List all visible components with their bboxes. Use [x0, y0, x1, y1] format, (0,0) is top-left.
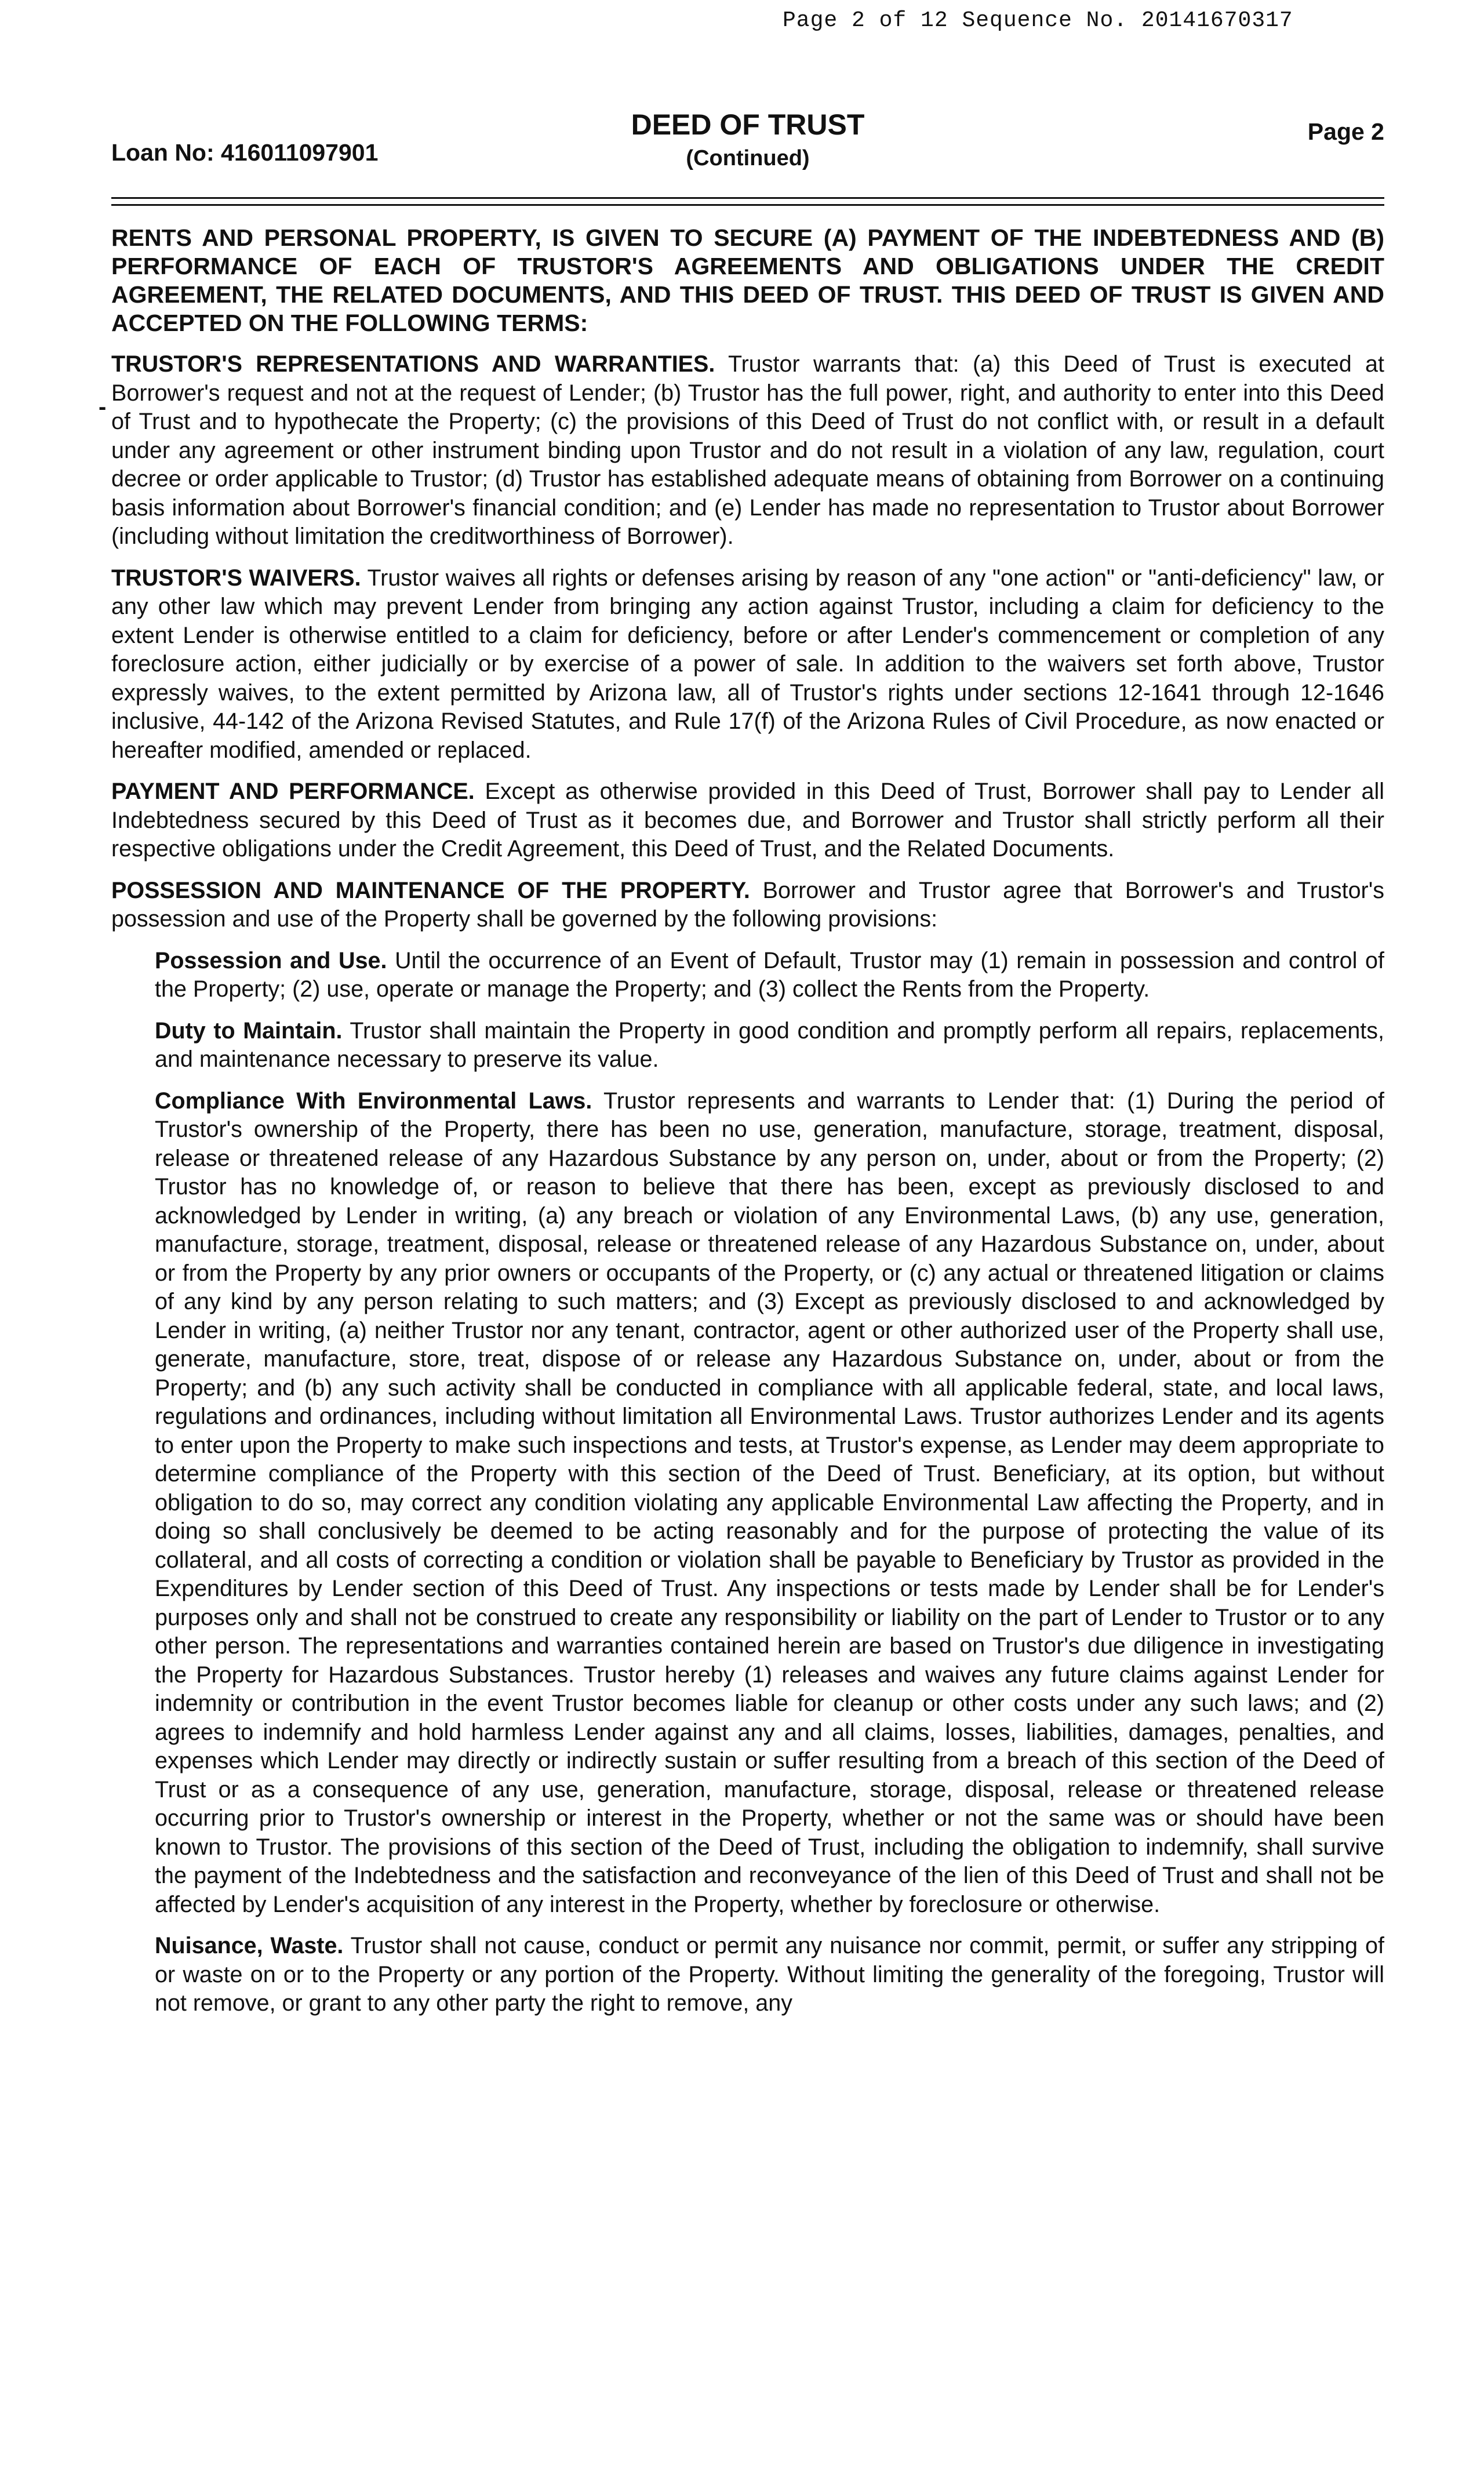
section-heading: PAYMENT AND PERFORMANCE. [111, 779, 475, 804]
intro-paragraph: RENTS AND PERSONAL PROPERTY, IS GIVEN TO SECURE (A) PAYMENT OF THE INDEBTEDNESS AND (B) PERFORMANCE OF EACH OF TRUSTOR'S AGREEMENTS AND OBLIGATIONS UNDER THE CREDIT AGREEMENT, THE RELATED DOCUMENTS, AND THIS DEED OF TRUST. THIS DEED OF TRUST IS GIVEN AND ACCEPTED ON THE FOLLOWING TERMS: [111, 224, 1384, 336]
loan-number: Loan No: 416011097901 [111, 139, 379, 166]
page-label: Page 2 [1307, 118, 1384, 145]
subsection-heading: Nuisance, Waste. [155, 1933, 344, 1958]
subsection-body: Trustor shall not cause, conduct or permit any nuisance nor commit, permit, or suffer any stripping of or waste on or to the Property or any portion of the Property. Without limiting the generality of the foregoing, Trustor will not remove, or grant to any other party the right to remove, any [155, 1933, 1384, 2016]
header-rule-bottom [111, 204, 1384, 206]
document-body [111, 224, 1384, 2031]
section-heading: TRUSTOR'S WAIVERS. [111, 565, 361, 591]
section-body: Trustor waives all rights or defenses arising by reason of any "one action" or "anti-deficiency" law, or any other law which may prevent Lender from bringing any action against Trustor, including a claim for deficiency to the extent Lender is otherwise entitled to a claim for deficiency, before or after Lender's commencement or completion of any foreclosure action, either judicially or by exercise of a power of sale. In addition to the waivers set forth above, Trustor expressly waives, to the extent permitted by Arizona law, all of Trustor's rights under sections 12-1641 through 12-1646 inclusive, 44-142 of the Arizona Revised Statutes, and Rule 17(f) of the Arizona Rules of Civil Procedure, as now enacted or hereafter modified, amended or replaced. [111, 565, 1385, 763]
section-body: Except as otherwise provided in this Deed of Trust, Borrower shall pay to Lender all Indebtedness secured by this Deed of Trust as it becomes due, and Borrower and Trustor shall strictly perform all their respective obligations under the Credit Agreement, this Deed of Trust, and the Related Documents. [111, 779, 1385, 862]
subsection-duty-maintain [155, 1017, 1384, 1074]
document-title-block [568, 108, 928, 172]
section-heading: TRUSTOR'S REPRESENTATIONS AND WARRANTIES. [111, 351, 715, 377]
subsection-possession-use [155, 947, 1384, 1004]
section-possession-maintenance [111, 877, 1384, 934]
section-heading: POSSESSION AND MAINTENANCE OF THE PROPERTY. [111, 877, 750, 903]
section-body: Borrower and Trustor agree that Borrower's and Trustor's possession and use of the Property shall be governed by the following provisions: [111, 877, 1384, 932]
section-body: Trustor warrants that: (a) this Deed of Trust is executed at Borrower's request and not at the request of Lender; (b) Trustor has the full power, right, and authority to enter into this Deed of Trust and to hypothecate the Property; (c) the provisions of this Deed of Trust do not conflict with, or result in a default under any agreement or other instrument binding upon Trustor and do not result in a violation of any law, regulation, court decree or order applicable to Trustor; (d) Trustor has established adequate means of obtaining from Borrower on a continuing basis information about Borrower's financial condition; and (e) Lender has made no representation to Trustor about Borrower (including without limitation the creditworthiness of Borrower). [111, 351, 1384, 549]
subsection-heading: Duty to Maintain. [155, 1017, 343, 1044]
margin-mark: - [99, 394, 107, 420]
subsection-nuisance-waste [155, 1932, 1384, 2018]
document-subtitle: (Continued) [686, 146, 810, 170]
subsection-body: Trustor represents and warrants to Lender that: (1) During the period of Trustor's ownership of the Property, there has been no use, generation, manufacture, storage, treatment, disposal, release or threatened release of any Hazardous Substance by any person on, under, about or from the Property; (2) Trustor has no knowledge of, or reason to believe that there has been, except as previously disclosed to and acknowledged by Lender in writing, (a) any breach or violation of any Environmental Laws, (b) any use, generation, manufacture, storage, treatment, disposal, release or threatened release of any Hazardous Substance on, under, about or from the Property by any prior owners or occupants of the Property, or (c) any actual or threatened litigation or claims of any kind by any person relating to such matters; and (3) Except as previously disclosed to and acknowledged by Lender in writing, (a) neither Trustor nor any tenant, contractor, agent or other authorized user of the Property shall use, generate, manufacture, store, treat, dispose of or release any Hazardous Substance on, under, about or from the Property; and (b) any such activity shall be conducted in compliance with all applicable federal, state, and local laws, regulations and ordinances, including without limitation all Environmental Laws. Trustor authorizes Lender and its agents to enter upon the Property to make such inspections and tests, at Trustor's expense, as Lender may deem appropriate to determine compliance of the Property with this section of the Deed of Trust. Beneficiary, at its option, but without obligation to do so, may correct any condition violating any applicable Environmental Law affecting the Property, and in doing so shall conclusively be deemed to be acting reasonably and for the purpose of protecting the value of its collateral, and all costs of correcting a condition or violation shall be payable to Beneficiary by Trustor as provided in the Expenditures by Lender section of this Deed of Trust. Any inspections or tests made by Lender shall be for Lender's purposes only and shall not be construed to create any responsibility or liability on the part of Lender to Trustor or to any other person. The representations and warranties contained herein are based on Trustor's due diligence in investigating the Property for Hazardous Substances. Trustor hereby (1) releases and waives any future claims against Lender for indemnity or contribution in the event Trustor becomes liable for cleanup or other costs under any such laws; and (2) agrees to indemnify and hold harmless Lender against any and all claims, losses, liabilities, damages, penalties, and expenses which Lender may directly or indirectly sustain or suffer resulting from a breach of this section of the Deed of Trust or as a consequence of any use, generation, manufacture, storage, disposal, release or threatened release occurring prior to Trustor's ownership or interest in the Property, whether or not the same was or should have been known to Trustor. The provisions of this section of the Deed of Trust, including the obligation to indemnify, shall survive the payment of the Indebtedness and the satisfaction and reconveyance of the lien of this Deed of Trust and shall not be affected by Lender's acquisition of any interest in the Property, whether by foreclosure or otherwise. [155, 1088, 1385, 1917]
section-representations [111, 350, 1384, 551]
subsection-heading: Compliance With Environmental Laws. [155, 1088, 592, 1114]
sequence-stamp: Page 2 of 12 Sequence No. 20141670317 [783, 8, 1293, 33]
section-waivers [111, 564, 1384, 765]
subsection-body: Until the occurrence of an Event of Default, Trustor may (1) remain in possession and control of the Property; (2) use, operate or manage the Property; and (3) collect the Rents from the Property. [155, 947, 1384, 1002]
subsection-body: Trustor shall maintain the Property in good condition and promptly perform all repairs, replacements, and maintenance necessary to preserve its value. [155, 1017, 1384, 1072]
document-title: DEED OF TRUST [631, 108, 865, 141]
header-rule-top [111, 197, 1384, 199]
subsection-heading: Possession and Use. [155, 947, 387, 973]
section-payment-performance [111, 777, 1384, 864]
subsection-environmental [155, 1087, 1384, 1920]
